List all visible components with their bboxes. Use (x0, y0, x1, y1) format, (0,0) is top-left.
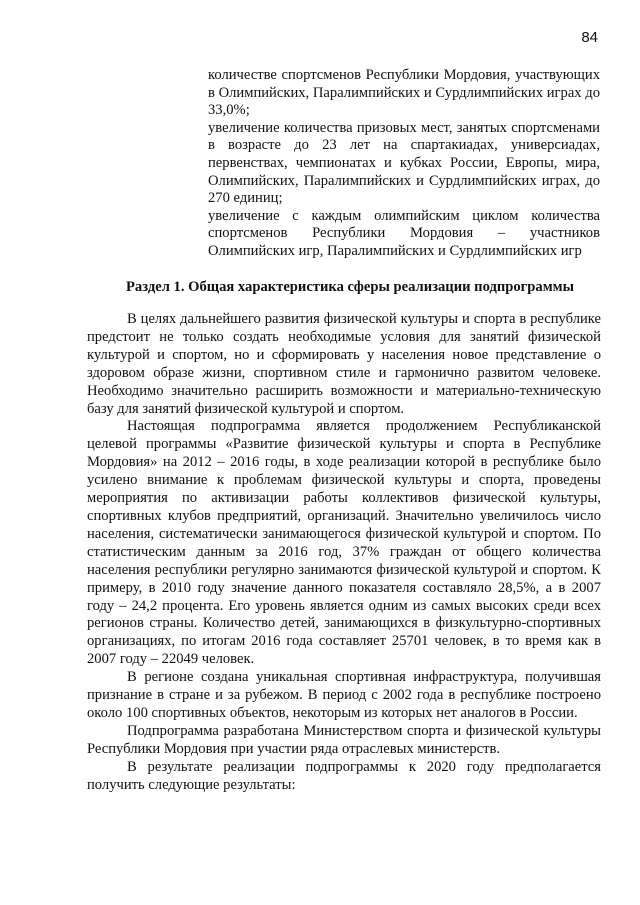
section-title: Раздел 1. Общая характеристика сферы реализации подпрограммы (126, 279, 574, 295)
target-indicator-prize-places: увеличение количества призовых мест, занятых спортсменами в возрасте до 23 лет на спартакиадах, универсиадах, первенствах, чемпионатах и кубках России, Европы, мира, Олимпийских, Паралимпийских и Сурдлимпийских играх, до 270 единиц; (208, 119, 600, 207)
target-indicator-olympic-share: количестве спортсменов Республики Мордовия, участвующих в Олимпийских, Паралимпийских и Сурдлимпийских играх до 33,0%; (208, 67, 600, 119)
paragraph-program-developer: Подпрограмма разработана Министерством спорта и физической культуры Республики Мордовия при участии ряда отраслевых министерств. (87, 722, 601, 757)
paragraph-expected-results: В результате реализации подпрограммы к 2020 году предполагается получить следующие результаты: (87, 758, 601, 793)
target-indicators-list (208, 67, 600, 261)
paragraph-development-goals: В целях дальнейшего развития физической культуры и спорта в республике предстоит не только создать необходимые условия для занятий физической культурой и спортом, но и сформировать у населения новое представление о здоровом образе жизни, спортивном стиле и гармонично развитом человеке. Необходимо значительно расширить возможности и материально-техническую базу для занятий физической культурой и спортом. (87, 311, 601, 417)
section-body (87, 311, 601, 794)
paragraph-sports-infrastructure: В регионе создана уникальная спортивная инфраструктура, получившая признание в стране и за рубежом. В период с 2002 года в республике построено около 100 спортивных объектов, некоторым из которых нет аналогов в России. (87, 669, 601, 721)
target-indicator-olympic-participants: увеличение с каждым олимпийским циклом количества спортсменов Республики Мордовия – участников Олимпийских игр, Паралимпийских и Сурдлимпийских игр (208, 207, 600, 259)
paragraph-program-continuation: Настоящая подпрограмма является продолжением Республиканской целевой программы «Развитие физической культуры и спорта в Республике Мордовия» на 2012 – 2016 годы, в ходе реализации которой в республике было усилено внимание к проблемам физической культуры и спорта, проведены мероприятия по активизации работы коллективов физической культуры, спортивных клубов предприятий, организаций. Значительно увеличилось число населения, систематически занимающегося физической культурой и спортом. По статистическим данным за 2016 год, 37% граждан от общего количества населения республики регулярно занимаются физической культурой и спортом. К примеру, в 2010 году значение данного показателя составляло 28,5%, а в 2007 году – 24,2 процента. Его уровень является одним из самых высоких среди всех регионов страны. Количество детей, занимающихся в физкультурно-спортивных организациях, по итогам 2016 года составляет 25701 человек, в то время как в 2007 году – 22049 человек. (87, 418, 601, 668)
page-number: 84 (581, 29, 598, 46)
